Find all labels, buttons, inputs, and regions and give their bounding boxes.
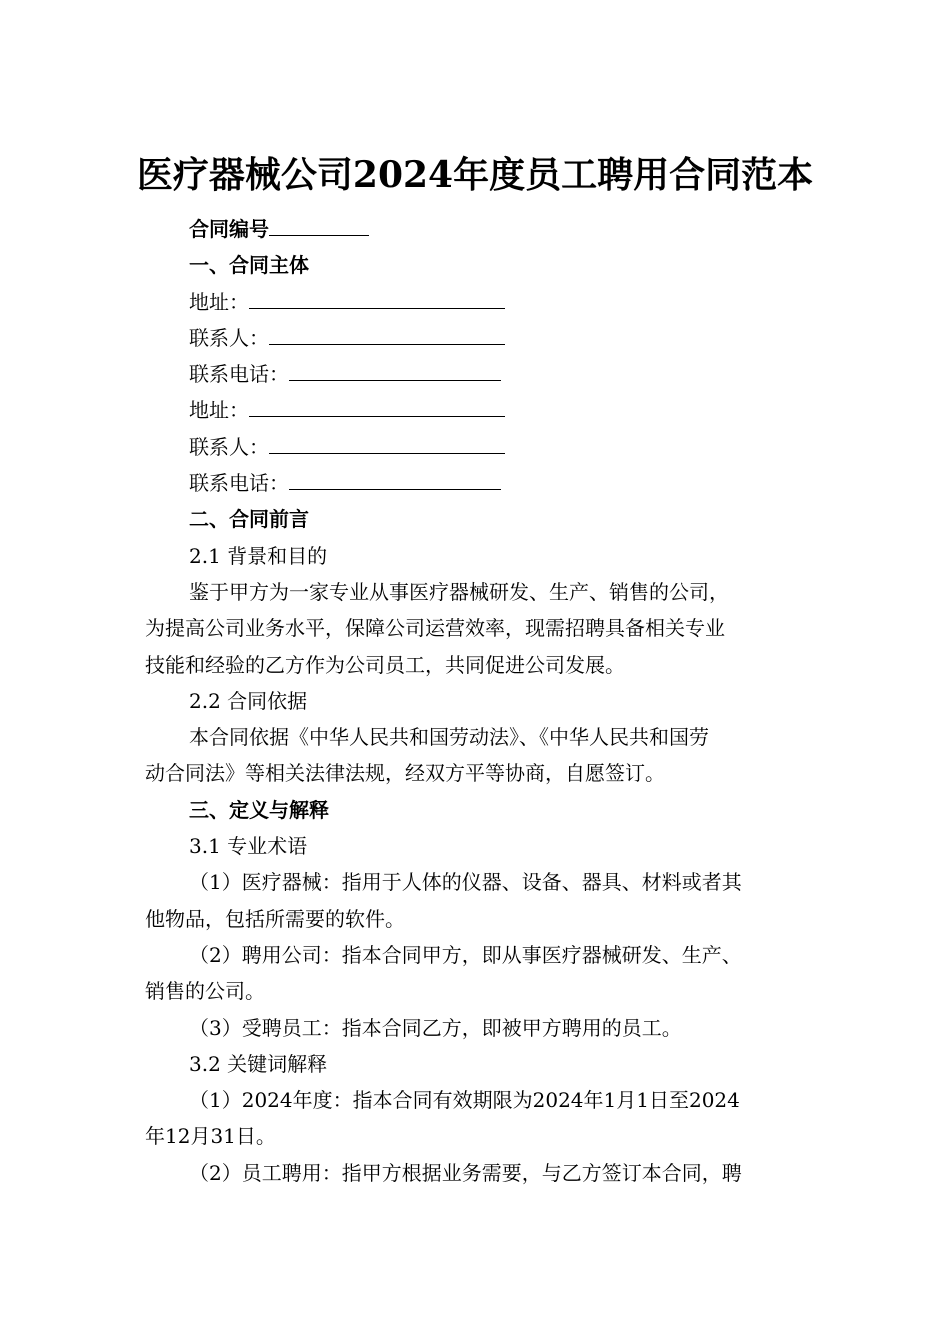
paragraph-line: 为提高公司业务水平，保障公司运营效率，现需招聘具备相关专业 — [145, 616, 725, 641]
field-label: 地址： — [189, 289, 249, 314]
field-label: 联系人： — [189, 434, 269, 459]
field-label: 联系人： — [189, 325, 269, 350]
term-item-line: （3）受聘员工：指本合同乙方，即被甲方聘用的员工。 — [189, 1015, 682, 1040]
field-label: 联系电话： — [189, 471, 289, 496]
field-label: 联系电话： — [189, 362, 289, 387]
contract-number-label: 合同编号 — [189, 217, 269, 241]
keyword-item-line: （2）员工聘用：指甲方根据业务需要，与乙方签订本合同，聘 — [189, 1160, 742, 1185]
paragraph-line: 鉴于甲方为一家专业从事医疗器械研发、生产、销售的公司， — [189, 579, 729, 604]
contract-number-blank[interactable] — [269, 213, 369, 236]
subsection-3-2: 3.2 关键词解释 — [189, 1051, 328, 1076]
section-2-heading: 二、合同前言 — [189, 507, 309, 532]
party-b-contact-line — [145, 429, 807, 465]
keyword-item-line: （1）2024年度：指本合同有效期限为2024年1月1日至2024 — [189, 1088, 740, 1113]
contract-number-line — [145, 211, 807, 247]
party-a-address-line — [145, 284, 807, 320]
phone-blank[interactable] — [289, 358, 501, 381]
field-label: 地址： — [189, 398, 249, 423]
paragraph-line: 本合同依据《中华人民共和国劳动法》、《中华人民共和国劳 — [189, 725, 709, 750]
section-1-heading: 一、合同主体 — [189, 253, 309, 278]
term-item-line: （1）医疗器械：指用于人体的仪器、设备、器具、材料或者其 — [189, 870, 742, 895]
document-title: 医疗器械公司2024年度员工聘用合同范本 — [136, 154, 814, 196]
term-item-line: （2）聘用公司：指本合同甲方，即从事医疗器械研发、生产、 — [189, 942, 742, 967]
party-a-contact-line — [145, 320, 807, 356]
section-3-heading: 三、定义与解释 — [189, 797, 329, 822]
keyword-item-line: 年12月31日。 — [145, 1124, 276, 1149]
term-item-line: 销售的公司。 — [145, 979, 265, 1004]
contact-blank[interactable] — [269, 322, 505, 345]
term-item-line: 他物品，包括所需要的软件。 — [145, 906, 405, 931]
subsection-3-1: 3.1 专业术语 — [189, 834, 308, 859]
paragraph-line: 动合同法》等相关法律法规，经双方平等协商，自愿签订。 — [145, 761, 665, 786]
party-b-phone-line — [145, 465, 807, 501]
party-a-phone-line — [145, 356, 807, 392]
document-body — [145, 211, 807, 1191]
phone-blank[interactable] — [289, 467, 501, 490]
subsection-2-2: 2.2 合同依据 — [189, 688, 308, 713]
address-blank[interactable] — [249, 394, 505, 417]
subsection-2-1: 2.1 背景和目的 — [189, 543, 328, 568]
paragraph-line: 技能和经验的乙方作为公司员工，共同促进公司发展。 — [145, 652, 625, 677]
contact-blank[interactable] — [269, 431, 505, 454]
address-blank[interactable] — [249, 286, 505, 309]
party-b-address-line — [145, 392, 807, 428]
